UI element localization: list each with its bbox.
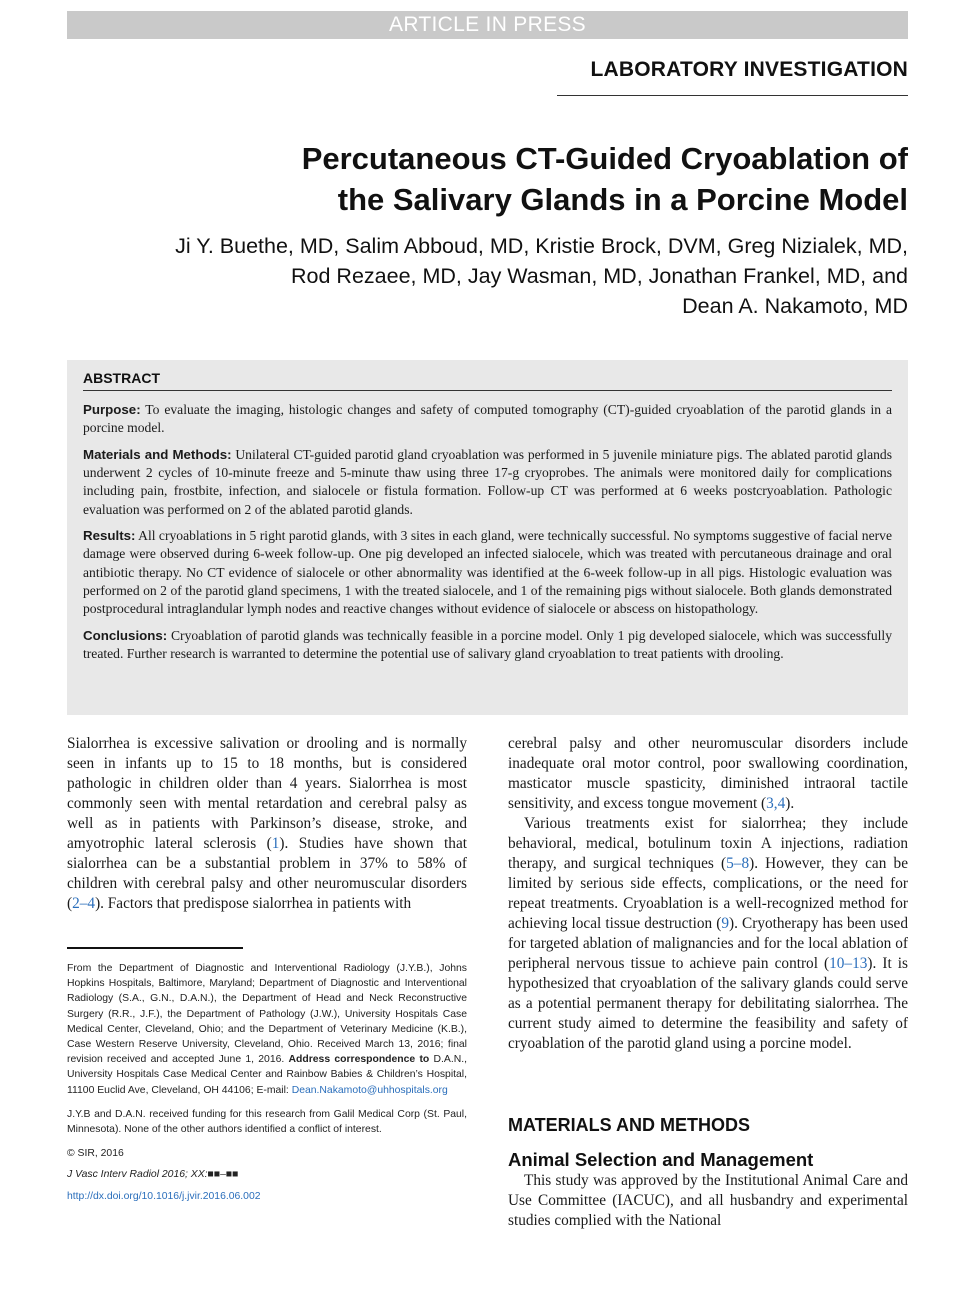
- footnotes: [67, 961, 467, 1213]
- funding-note: J.Y.B and D.A.N. received funding for this research from Galil Medical Corp (St. Paul, Minnesota). None of the other authors identified a conflict of interest.: [67, 1108, 467, 1136]
- abstract-conclusions: [83, 627, 892, 663]
- author-list: [48, 231, 908, 321]
- methods-text: Unilateral CT-guided parotid gland cryoablation was performed in 5 juvenile miniature pigs. The ablated parotid glands underwent 2 cycles of 10-minute freeze and 5-minute thaw using three 17-g cryoprobes. The animals were monitored daily for complications including pain, frostbite, infection, and sialocele or fistula formation. Follow-up CT was performed at 6 weeks postcryoablation. Pathologic evaluation was performed on 2 of the ablated parotid glands.: [83, 446, 892, 517]
- intro-paragraph-cont: [508, 734, 908, 814]
- author-line: Ji Y. Buethe, MD, Salim Abboud, MD, Kristie Brock, DVM, Greg Nizialek, MD,: [175, 234, 908, 258]
- text-run: Sialorrhea is excessive salivation or drooling and is normally seen in infants up to 15 to 18 months, but is considered pathologic in children older than 4 years. Sialorrhea is most commonly seen with mental retardation and cerebral palsy as well as in patients with Parkinson’s disease, stroke, and amyotrophic lateral sclerosis (: [67, 735, 467, 852]
- affiliation-note: [67, 961, 467, 1098]
- treatments-paragraph: [508, 814, 908, 1054]
- results-label: Results:: [83, 528, 136, 544]
- journal-citation: J Vasc Interv Radiol 2016; XX:■■–■■: [67, 1169, 239, 1181]
- text-run: ). It is hypothesized that cryoablation of the salivary glands could serve as a potential permanent therapy for debilitating sialorrhea. The current study aimed to determine the feasibility and safety of cryoablation of the parotid gland using a porcine model.: [508, 955, 908, 1052]
- subsection-heading: Animal Selection and Management: [508, 1149, 814, 1170]
- abstract-body: [83, 401, 892, 672]
- text-run: ). Factors that predispose sialorrhea in patients with: [95, 895, 412, 912]
- title-line: the Salivary Glands in a Porcine Model: [337, 182, 908, 217]
- author-line: Dean A. Nakamoto, MD: [682, 294, 908, 318]
- article-title: [208, 138, 908, 220]
- title-line: Percutaneous CT-Guided Cryoablation of: [301, 141, 908, 176]
- abstract-purpose: [83, 401, 892, 437]
- citation-link[interactable]: 1: [271, 835, 280, 852]
- correspondence-label: Address correspondence to: [288, 1054, 430, 1066]
- conclusions-label: Conclusions:: [83, 627, 168, 643]
- citation-link[interactable]: 10–13: [829, 955, 868, 972]
- text-run: Various treatments exist for sialorrhea; they include behavioral, medical, botulinum toxin A injections, radiation therapy, and surgical techniques (: [508, 815, 908, 872]
- email-link[interactable]: Dean.Nakamoto@uhhospitals.org: [291, 1084, 448, 1096]
- text-run: D.A.N., University Hospitals Case Medical Center and Rainbow Babies & Children’s Hospital, 11100 Euclid Ave, Cleveland, OH 44106; E-mail:: [67, 1054, 467, 1096]
- methods-label: Materials and Methods:: [83, 446, 232, 462]
- abstract-results: [83, 527, 892, 618]
- text-run: ).: [785, 795, 795, 812]
- text-run: ). However, they can be limited by serious side effects, complications, or the need for repeat treatments. Cryoablation is a well-recognized method for achieving local tissue destruction (: [508, 855, 908, 932]
- footnote-divider: [67, 947, 243, 949]
- text-run: From the Department of Diagnostic and Interventional Radiology (J.Y.B.), Johns Hopkins Hospitals, Baltimore, Maryland; Department of Diagnostic and Interventional Radiology (S.A., G.N., D.A.N.), the Department of Head and Neck Reconstructive Surgery (R.R., J.F.), the Department of Pathology (J.W.), University Hospitals Case Medical Center, Cleveland, Ohio; and the Department of Veterinary Medicine (K.B.), Case Western Reserve University, Cleveland, Ohio. Received March 13, 2016; final revision received and accepted June 1, 2016.: [67, 963, 467, 1066]
- purpose-text: To evaluate the imaging, histologic changes and safety of computed tomography (CT)-guided cryoablation of the parotid glands in a porcine model.: [83, 402, 892, 436]
- author-line: Rod Rezaee, MD, Jay Wasman, MD, Jonathan Frankel, MD, and: [291, 264, 908, 288]
- citation-link[interactable]: 9: [721, 915, 730, 932]
- purpose-label: Purpose:: [83, 402, 141, 417]
- citation-link[interactable]: 5–8: [726, 855, 750, 872]
- abstract-box: [67, 360, 908, 715]
- doi-link[interactable]: http://dx.doi.org/10.1016/j.jvir.2016.06.002: [67, 1190, 261, 1202]
- methods-paragraph: [508, 1171, 908, 1231]
- abstract-heading: ABSTRACT: [83, 370, 160, 386]
- animal-paragraph: This study was approved by the Institutional Animal Care and Use Committee (IACUC), and all husbandry and experimental studies complied with the National: [508, 1172, 908, 1229]
- section-divider: [557, 95, 908, 96]
- conclusions-text: Cryoablation of parotid glands was technically feasible in a porcine model. Only 1 pig developed sialocele, which was successfully treated. Further research is warranted to determine the potential use of salivary gland cryoablation to treat patients with drooling.: [83, 627, 892, 661]
- copyright-note: © SIR, 2016: [67, 1148, 124, 1160]
- intro-paragraph: [67, 734, 467, 914]
- citation-link[interactable]: 2–4: [72, 895, 96, 912]
- results-text: All cryoablations in 5 right parotid glands, with 3 sites in each gland, were technically successful. No symptoms suggestive of facial nerve damage were observed during 6-week follow-up. One pig developed an infected sialocele, which was treated with percutaneous drainage and oral antibiotic therapy. No CT evidence of sialocele or other abnormality was identified at the 6-week follow-up in all pigs. Histologic evaluation was performed on 2 of the parotid gland specimens, 1 with the treated sialocele, and 1 of the remaining pigs without sialocele. Both glands demonstrated postprocedural intraglandular lymph nodes and reactive changes without evidence of sialocele or abscess on histopathology.: [83, 528, 892, 617]
- citation-link[interactable]: 3,4: [766, 795, 786, 812]
- methods-heading: MATERIALS AND METHODS: [508, 1115, 750, 1135]
- body-column-right: [508, 734, 908, 1054]
- section-label: LABORATORY INVESTIGATION: [590, 58, 908, 81]
- text-run: cerebral palsy and other neuromuscular disorders include inadequate oral motor control, poor swallowing coordination, masticator muscle spasticity, diminished intraoral tactile sensitivity, and excess tongue movement (: [508, 735, 908, 812]
- text-run: ). Cryotherapy has been used for targeted ablation of malignancies and for the local ablation of peripheral nervous tissue to achieve pain control (: [508, 915, 908, 972]
- article-in-press-banner: ARTICLE IN PRESS: [67, 11, 908, 39]
- body-column-left: [67, 734, 467, 914]
- abstract-methods: [83, 446, 892, 519]
- abstract-divider: [83, 390, 892, 391]
- text-run: ). Studies have shown that sialorrhea can be a substantial problem in 37% to 58% of children with cerebral palsy and other neuromuscular disorders (: [67, 835, 467, 912]
